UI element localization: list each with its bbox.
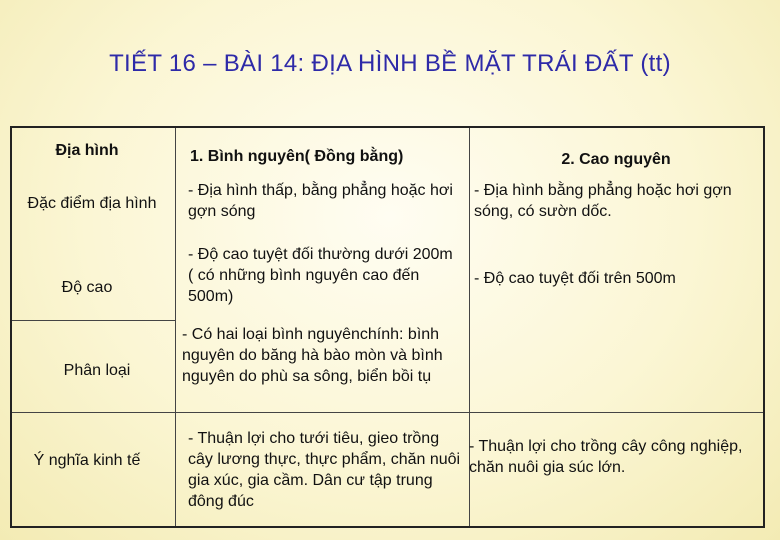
table-divider [175, 128, 176, 526]
row-label-economic: Ý nghĩa kinh tế [33, 452, 141, 469]
plateau-economic: - Thuận lợi cho trồng cây công nghiệp, chăn nuôi gia súc lớn. [469, 438, 743, 476]
header-plateau: 2. Cao nguyên [561, 151, 671, 168]
row-label-terrain: Đặc điểm địa hình [27, 195, 157, 212]
plain-classification: - Có hai loại bình nguyênchính: bình nguyên do băng hà bào mòn và bình nguyên do phù sa sông, biển bồi tụ [182, 326, 443, 385]
header-plain: 1. Bình nguyên( Đồng bằng) [190, 148, 404, 165]
header-row-label: Địa hình [55, 142, 119, 159]
comparison-table [10, 126, 765, 528]
plain-terrain: - Địa hình thấp, bằng phẳng hoặc hơi gợn sóng [188, 182, 453, 220]
row-label-classification: Phân loại [63, 362, 131, 379]
plateau-altitude: - Độ cao tuyệt đối trên 500m [474, 270, 676, 287]
table-divider [12, 412, 763, 413]
plain-economic: - Thuận lợi cho tưới tiêu, gieo trồng cây lương thực, thực phẩm, chăn nuôi gia xúc, gia cầm. Dân cư tập trung đông đúc [188, 430, 461, 510]
row-label-altitude: Độ cao [61, 279, 113, 296]
table-divider [12, 320, 175, 321]
page-title: TIẾT 16 – BÀI 14: ĐỊA HÌNH BỀ MẶT TRÁI ĐẤT (tt) [109, 50, 671, 77]
plain-altitude: - Độ cao tuyệt đối thường dưới 200m ( có những bình nguyên cao đến 500m) [188, 246, 453, 305]
plateau-terrain: - Địa hình bằng phẳng hoặc hơi gợn sóng, có sườn dốc. [474, 182, 732, 220]
